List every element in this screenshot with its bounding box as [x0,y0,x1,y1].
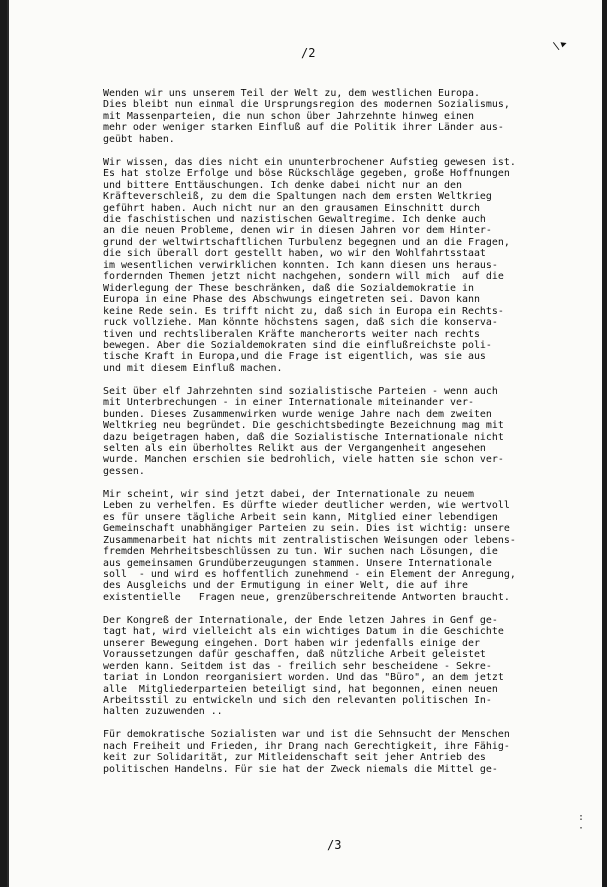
text-line: ruck vollziehe. Man könnte höchstens sagen, daß sich die konserva- [103,317,498,329]
text-line: Gemeinschaft unabhängiger Parteien zu sein. Dies ist wichtig: unsere [103,523,510,535]
text-line: Wenden wir uns unserem Teil der Welt zu, dem westlichen Europa. [103,88,480,99]
text-line: die sich überall dort gestellt haben, wo wir den Wohlfahrtsstaat [103,248,486,260]
text-line: Europa in eine Phase des Abschwungs eingetreten sei. Davon kann [103,294,480,306]
text-line: soll - und wird es hoffentlich zunehmend - ein Element der Anregung, [103,568,516,580]
text-line: tagt hat, wird vielleicht als ein wichtiges Datum in die Geschichte [103,626,504,638]
text-line: bewegen. Aber die Sozialdemokraten sind die einflußreichste poli- [103,339,492,351]
text-line: politischen Handelns. Für sie hat der Zweck niemals die Mittel ge- [103,763,498,775]
paragraph [103,615,581,718]
text-line: Für demokratische Sozialisten war und ist die Sehnsucht der Menschen [103,729,510,741]
paragraph [103,729,581,775]
text-line: die faschistischen und nazistischen Gewaltregime. Ich denke auch [103,213,486,225]
paragraph [103,157,581,375]
text-line: existentielle Fragen neue, grenzüberschreitende Antworten braucht. [103,591,510,603]
edge-marks: : · [578,812,585,834]
text-line: und bittere Enttäuschungen. Ich denke dabei nicht nur an den [103,179,462,191]
text-line: Voraussetzungen dafür geschaffen, daß nützliche Arbeit geleistet [103,649,486,661]
text-line: Kräfteverschleiß, zu dem die Spaltungen nach dem ersten Weltkrieg [103,191,492,203]
text-line: grund der weltwirtschaftlichen Turbulenz begegnen und an die Fragen, [103,236,510,248]
text-line: Arbeitsstil zu entwickeln und sich den relevanten politischen In- [103,694,492,706]
text-line: Der Kongreß der Internationale, der Ende letzen Jahres in Genf ge- [103,614,498,626]
text-line: keit zur Solidarität, zur Mitleidenschaft seit jeher Antrieb des [103,752,486,764]
text-line: aus gemeinsamen Grundüberzeugungen stammen. Unsere Internationale [103,557,492,569]
text-line: alle Mitgliederparteien beteiligt sind, hat begonnen, einen neuen [103,683,498,695]
text-line: fremden Mehrheitsbeschlüssen zu tun. Wir suchen nach Lösungen, die [103,546,498,558]
text-line: dazu beigetragen haben, daß die Sozialistische Internationale nicht [103,431,504,443]
text-line: bunden. Dieses Zusammenwirken wurde wenige Jahre nach dem zweiten [103,408,492,420]
text-line: geführt haben. Auch nicht nur an den grausamen Einschnitt durch [103,202,480,214]
text-line: werden kann. Seitdem ist das - freilich sehr bescheidene - Sekre- [103,660,492,672]
page-number-bottom: /3 [327,838,342,852]
text-line: Zusammenarbeit hat nichts mit zentralistischen Weisungen oder lebens- [103,534,516,546]
text-line: es für unsere tägliche Arbeit sein kann, Mitglied einer lebendigen [103,511,498,523]
text-line: des Ausgleichs und der Ermutigung in einer Welt, die auf ihre [103,580,468,592]
paragraph [103,489,581,604]
document-page [7,0,602,887]
text-line: Seit über elf Jahrzehnten sind sozialistische Parteien - wenn auch [103,385,498,397]
text-line: und mit diesem Einfluß machen. [103,362,283,374]
text-line: tariat in London reorganisiert worden. Und das "Büro", an dem jetzt [103,672,504,684]
body-text [103,88,581,787]
page-number-top: /2 [301,46,316,60]
text-line: tiven und rechtsliberalen Kräfte mancherorts weiter nach rechts [103,328,480,340]
text-line: nach Freiheit und Frieden, ihr Drang nach Gerechtigkeit, ihre Fähig- [103,740,510,752]
text-line: geübt haben. [103,133,175,145]
text-line: Wir wissen, das dies nicht ein ununterbrochener Aufstieg gewesen ist. [103,156,516,168]
text-line: fordernden Themen jetzt nicht nachgehen, sondern will mich auf die [103,271,504,283]
text-line: gessen. [103,465,145,477]
text-line: im wesentlichen verwirklichen konnten. Ich kann diesen uns heraus- [103,259,498,271]
text-line: Widerlegung der These beschränken, daß die Sozialdemokratie in [103,282,474,294]
text-line: halten zuzuwenden .. [103,706,223,718]
paragraph [103,88,581,145]
text-line: Es hat stolze Erfolge und böse Rückschläge gegeben, große Hoffnungen [103,168,510,180]
text-line: mit Massenparteien, die nun schon über Jahrzehnte hinweg einen [103,110,474,122]
text-line: unserer Bewegung eingehen. Dort haben wir jedenfalls einige der [103,637,480,649]
text-line: mehr oder weniger starken Einfluß auf die Politik ihrer Länder aus- [103,122,504,134]
text-line: an die neuen Probleme, denen wir in diesen Jahren vor dem Hinter- [103,225,492,237]
text-line: Dies bleibt nun einmal die Ursprungsregion des modernen Sozialismus, [103,99,510,111]
text-line: Mir scheint, wir sind jetzt dabei, der Internationale zu neuem [103,488,474,500]
text-line: keine Rede sein. Es trifft nicht zu, daß sich in Europa ein Rechts- [103,305,504,317]
text-line: mit Unterbrechungen - in einer Internationale miteinander ver- [103,397,474,409]
paragraph [103,386,581,478]
text-line: selten als ein überholtes Relikt aus der Vergangenheit angesehen [103,443,486,455]
text-line: wurde. Manchen erschien sie bedrohlich, viele hatten sie schon ver- [103,454,504,466]
text-line: Weltkrieg neu begründet. Die geschichtsbedingte Bezeichnung mag mit [103,420,504,432]
text-line: tische Kraft in Europa,und die Frage ist eigentlich, was sie aus [103,351,486,363]
text-line: Leben zu verhelfen. Es dürfte wieder deutlicher werden, wie wertvoll [103,500,510,512]
corner-marks: \ ▸ [552,36,569,53]
